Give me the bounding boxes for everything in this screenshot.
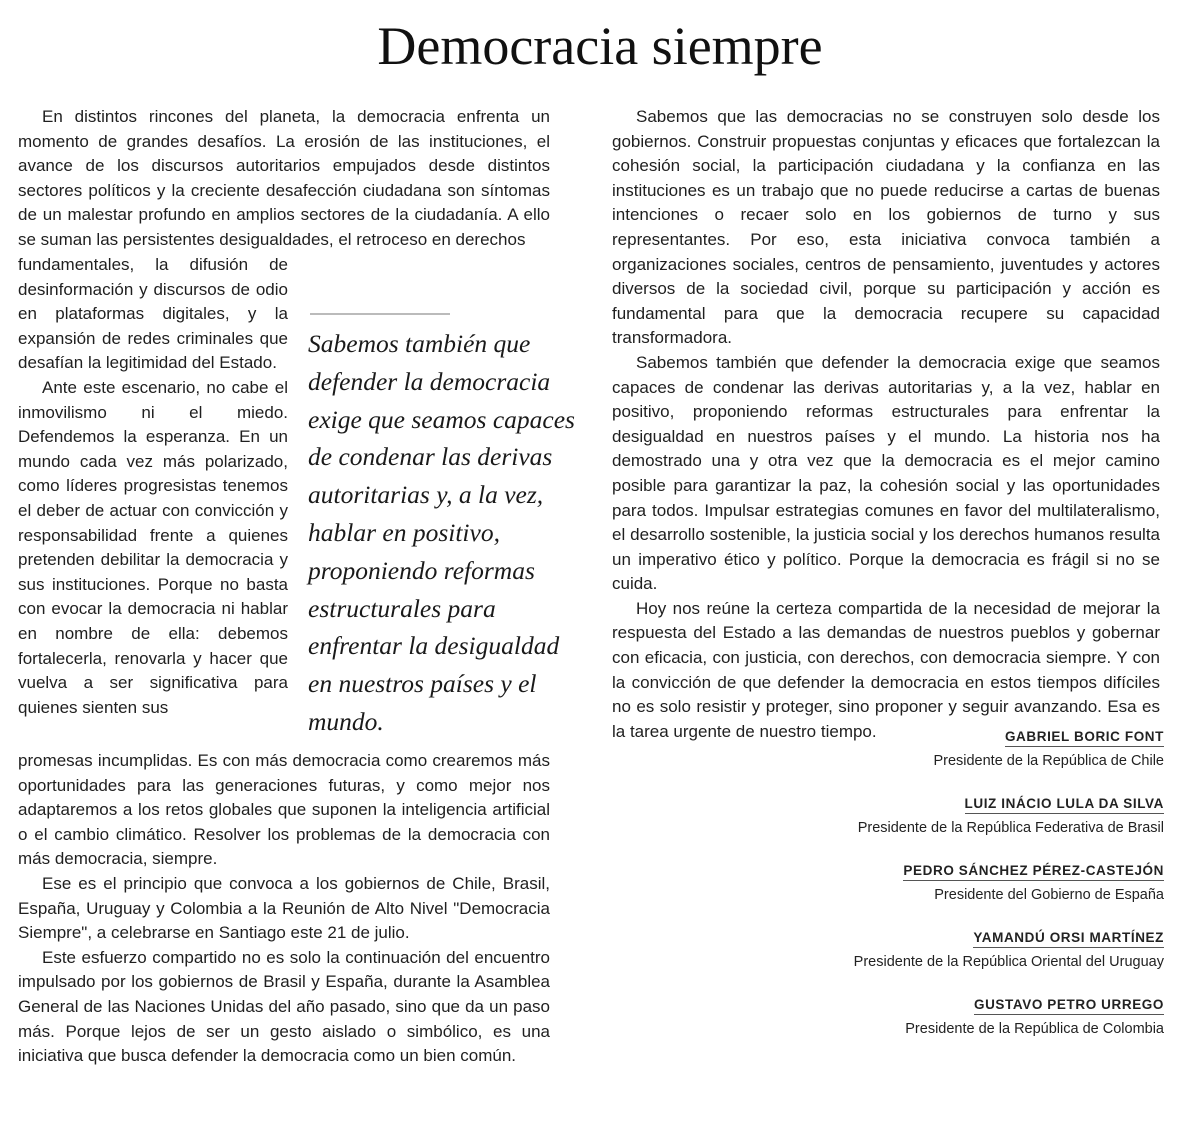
left-column-narrow: [18, 253, 288, 720]
right-column: [612, 105, 1160, 744]
signatory-name: LUIZ INÁCIO LULA DA SILVA: [965, 796, 1165, 814]
signatory-title: Presidente de la República de Colombia: [905, 1021, 1164, 1037]
signatory-name: PEDRO SÁNCHEZ PÉREZ-CASTEJÓN: [903, 863, 1164, 881]
signature: [744, 728, 1164, 771]
signature: [744, 996, 1164, 1039]
signature: [744, 929, 1164, 972]
left-column-top: [18, 105, 550, 253]
signatory-name: GABRIEL BORIC FONT: [1005, 729, 1164, 747]
paragraph: Sabemos también que defender la democracia exige que seamos capaces de condenar las derivas autoritarias y, a la vez, hablar en positivo, proponiendo reformas estructurales para enfrentar la desigualdad en nuestros países y el mundo. La historia nos ha demostrado una y otra vez que la democracia es el mejor camino posible para garantizar la paz, la cohesión social y las oportunidades para todos. Impulsar estrategias comunes en favor del multilateralismo, el desarrollo sostenible, la justicia social y los derechos humanos resulta un imperativo ético y político. Porque la democracia es frágil si no se cuida.: [612, 352, 1160, 594]
signatory-title: Presidente de la República Federativa de Brasil: [857, 820, 1164, 836]
article-headline: Democracia siempre: [377, 16, 823, 76]
signatory-title: Presidente de la República Oriental del Uruguay: [853, 954, 1164, 970]
paragraph: Este esfuerzo compartido no es solo la continuación del encuentro impulsado por los gobiernos de Brasil y España, durante la Asamblea General de las Naciones Unidas del año pasado, sino que da un paso más. Porque lejos de ser un gesto aislado o simbólico, es una iniciativa que busca defender la democracia como un bien común.: [18, 947, 550, 1066]
pullquote-rule: [310, 313, 450, 315]
paragraph: Ante este escenario, no cabe el inmovilismo ni el miedo. Defendemos la esperanza. En un mundo cada vez más polarizado, como líderes progresistas tenemos el deber de actuar con convicción y responsabilidad frente a quienes pretenden debilitar la democracia y sus instituciones. Porque no basta con evocar la democracia ni hablar en nombre de ella: debemos fortalecerla, renovarla y hacer que vuelva a ser significativa para quienes sienten sus: [18, 377, 288, 717]
signatory-name: GUSTAVO PETRO URREGO: [974, 997, 1164, 1015]
signatory-title: Presidente del Gobierno de España: [934, 887, 1164, 903]
pullquote: Sabemos también que defender la democracia exige que seamos capaces de condenar las derivas autoritarias y, a la vez, hablar en positivo, proponiendo reformas estructurales para enfrentar la desigualdad en nuestros países y el mundo.: [308, 329, 575, 736]
paragraph: En distintos rincones del planeta, la democracia enfrenta un momento de grandes desafíos. La erosión de las instituciones, el avance de los discursos autoritarios empujados desde distintos sectores políticos y la creciente desafección ciudadana son síntomas de un malestar profundo en amplios sectores de la ciudadanía. A ello se suman las persistentes desigualdades, el retroceso en derechos: [18, 107, 550, 249]
signature-block: [744, 728, 1164, 1039]
paragraph: Ese es el principio que convoca a los gobiernos de Chile, Brasil, España, Uruguay y Colombia a la Reunión de Alto Nivel "Democracia Siempre", a celebrarse en Santiago este 21 de julio.: [18, 873, 550, 943]
paragraph: Hoy nos reúne la certeza compartida de la necesidad de mejorar la respuesta del Estado a las demandas de nuestros pueblos y gobernar con eficacia, con justicia, con derechos, con democracia siempre. Y con la convicción de que defender la democracia en estos tiempos difíciles no es solo resistir y proteger, sino proponer y seguir avanzando. Esa es la tarea urgente de nuestro tiempo.: [612, 598, 1160, 741]
paragraph: Sabemos que las democracias no se construyen solo desde los gobiernos. Construir propuestas conjuntas y eficaces que fortalezcan la cohesión social, la participación ciudadana y la confianza en las instituciones es un trabajo que no puede reducirse a cartas de buenas intenciones o recaer solo en los gobiernos de turno y sus representantes. Por eso, esta iniciativa convoca también a organizaciones sociales, centros de pensamiento, juventudes y actores diversos de la sociedad civil, porque su participación y acción es fundamental para que la democracia recupere su capacidad transformadora.: [612, 107, 1160, 348]
paragraph: promesas incumplidas. Es con más democracia como crearemos más oportunidades para las generaciones futuras, y como mejor nos adaptaremos a los retos globales que suponen la inteligencia artificial o el cambio climático. Resolver los problemas de la democracia con más democracia, siempre.: [18, 751, 550, 869]
signatory-title: Presidente de la República de Chile: [933, 753, 1164, 769]
left-column-bottom: [18, 749, 550, 1069]
signatory-name: YAMANDÚ ORSI MARTÍNEZ: [973, 930, 1164, 948]
paragraph: fundamentales, la difusión de desinformación y discursos de odio en plataformas digitales, y la expansión de redes criminales que desafían la legitimidad del Estado.: [18, 255, 288, 373]
signature: [744, 795, 1164, 838]
signature: [744, 862, 1164, 905]
